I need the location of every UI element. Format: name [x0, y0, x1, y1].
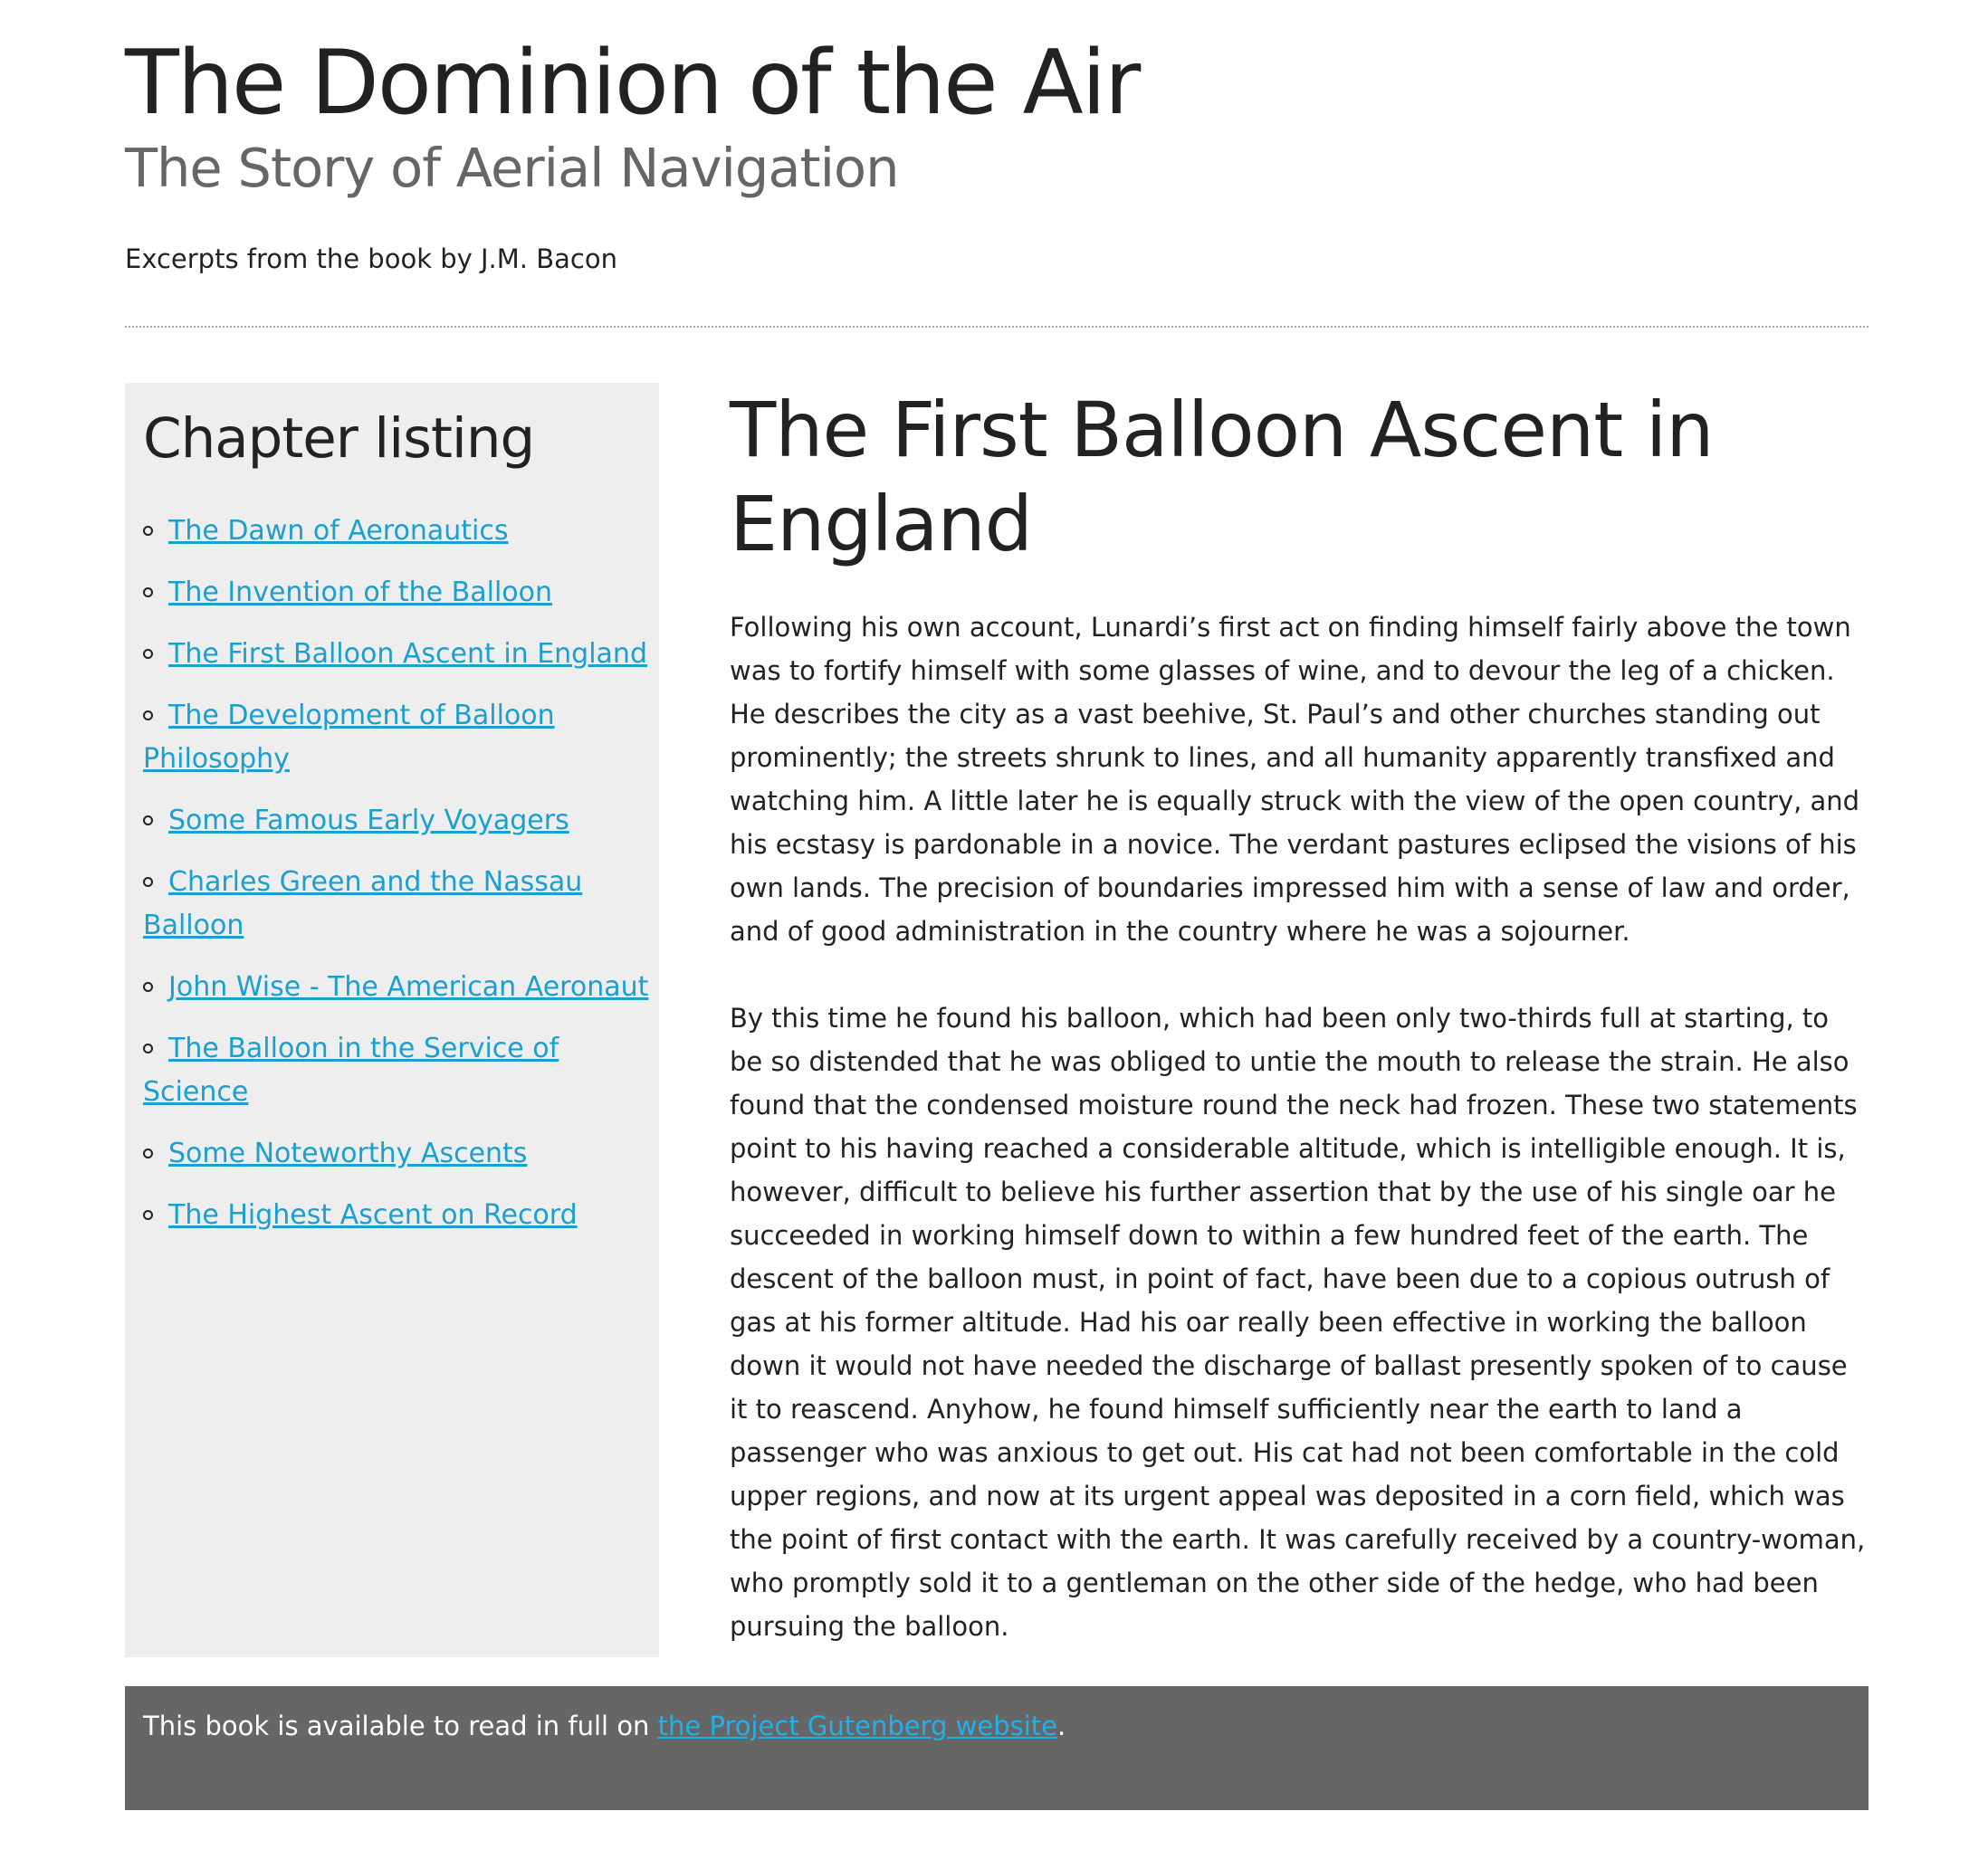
- chapter-link-dawn-of-aeronautics[interactable]: The Dawn of Aeronautics: [168, 515, 509, 547]
- chapter-link-noteworthy-ascents[interactable]: Some Noteworthy Ascents: [168, 1138, 528, 1169]
- list-item: [143, 1027, 650, 1114]
- chapter-link-famous-early-voyagers[interactable]: Some Famous Early Voyagers: [168, 805, 569, 836]
- article-paragraph: Following his own account, Lunardi’s first act on finding himself fairly above the town was to fortify himself with some glasses of wine, and to devour the leg of a chicken. He describes the city as a vast beehive, St. Paul’s and other churches standing out prominently; the streets shrunk to lines, and all humanity apparently transfixed and watching him. A little later he is equally struck with the view of the open country, and his ecstasy is pardonable in a novice. The verdant pastures eclipsed the visions of his own lands. The precision of boundaries impressed him with a sense of law and order, and of good administration in the country where he was a sojourner.: [730, 612, 1860, 947]
- byline: Excerpts from the book by J.M. Bacon: [125, 243, 617, 274]
- chapter-link-invention-of-balloon[interactable]: The Invention of the Balloon: [168, 577, 552, 608]
- list-item: [143, 633, 650, 676]
- list-item: [143, 571, 650, 615]
- chapter-link-service-of-science[interactable]: The Balloon in the Service of Science: [143, 1033, 559, 1108]
- list-item: [143, 1132, 650, 1176]
- chapter-sidebar: [125, 383, 659, 1657]
- list-item: [143, 1194, 650, 1237]
- sidebar-title: Chapter listing: [143, 406, 535, 471]
- article-content: [730, 383, 1869, 1648]
- chapter-link-john-wise[interactable]: John Wise - The American Aeronaut: [168, 971, 649, 1003]
- footer-text-end: .: [1057, 1711, 1066, 1741]
- site-subtitle: The Story of Aerial Navigation: [125, 137, 899, 199]
- list-item: [143, 799, 650, 843]
- gutenberg-link[interactable]: the Project Gutenberg website: [657, 1711, 1058, 1741]
- chapter-list: [143, 510, 650, 1255]
- list-item: [143, 694, 650, 781]
- list-item: [143, 861, 650, 948]
- site-title: The Dominion of the Air: [125, 32, 1140, 135]
- list-item: [143, 966, 650, 1009]
- article-paragraph: By this time he found his balloon, which had been only two-thirds full at starting, to be so distended that he was obliged to untie the mouth to release the strain. He also found that the condensed moisture round the neck had frozen. These two statements point to his having reached a considerable altitude, which is intelligible enough. It is, however, difficult to believe his further assertion that by the use of his single oar he succeeded in working himself down to within a few hundred feet of the earth. The descent of the balloon must, in point of fact, have been due to a copious outrush of gas at his former altitude. Had his oar really been effective in working the balloon down it would not have needed the discharge of ballast presently spoken of to cause it to reascend. Anyhow, he found himself sufficiently near the earth to land a passenger who was anxious to get out. His cat had not been comfortable in the cold upper regions, and now at its urgent appeal was deposited in a corn field, which was the point of first contact with the earth. It was carefully received by a country-woman, who promptly sold it to a gentleman on the other side of the hedge, who had been pursuing the balloon.: [730, 1003, 1866, 1642]
- article-title: The First Balloon Ascent in England: [730, 386, 1714, 568]
- list-item: [143, 510, 650, 553]
- chapter-link-charles-green[interactable]: Charles Green and the Nassau Balloon: [143, 866, 583, 941]
- chapter-link-balloon-philosophy[interactable]: The Development of Balloon Philosophy: [143, 700, 555, 775]
- chapter-link-highest-ascent[interactable]: The Highest Ascent on Record: [168, 1199, 578, 1231]
- chapter-link-first-balloon-ascent[interactable]: The First Balloon Ascent in England: [168, 638, 647, 670]
- footer-text: This book is available to read in full on: [143, 1711, 658, 1741]
- site-footer: [125, 1686, 1869, 1810]
- header-divider: [125, 326, 1869, 328]
